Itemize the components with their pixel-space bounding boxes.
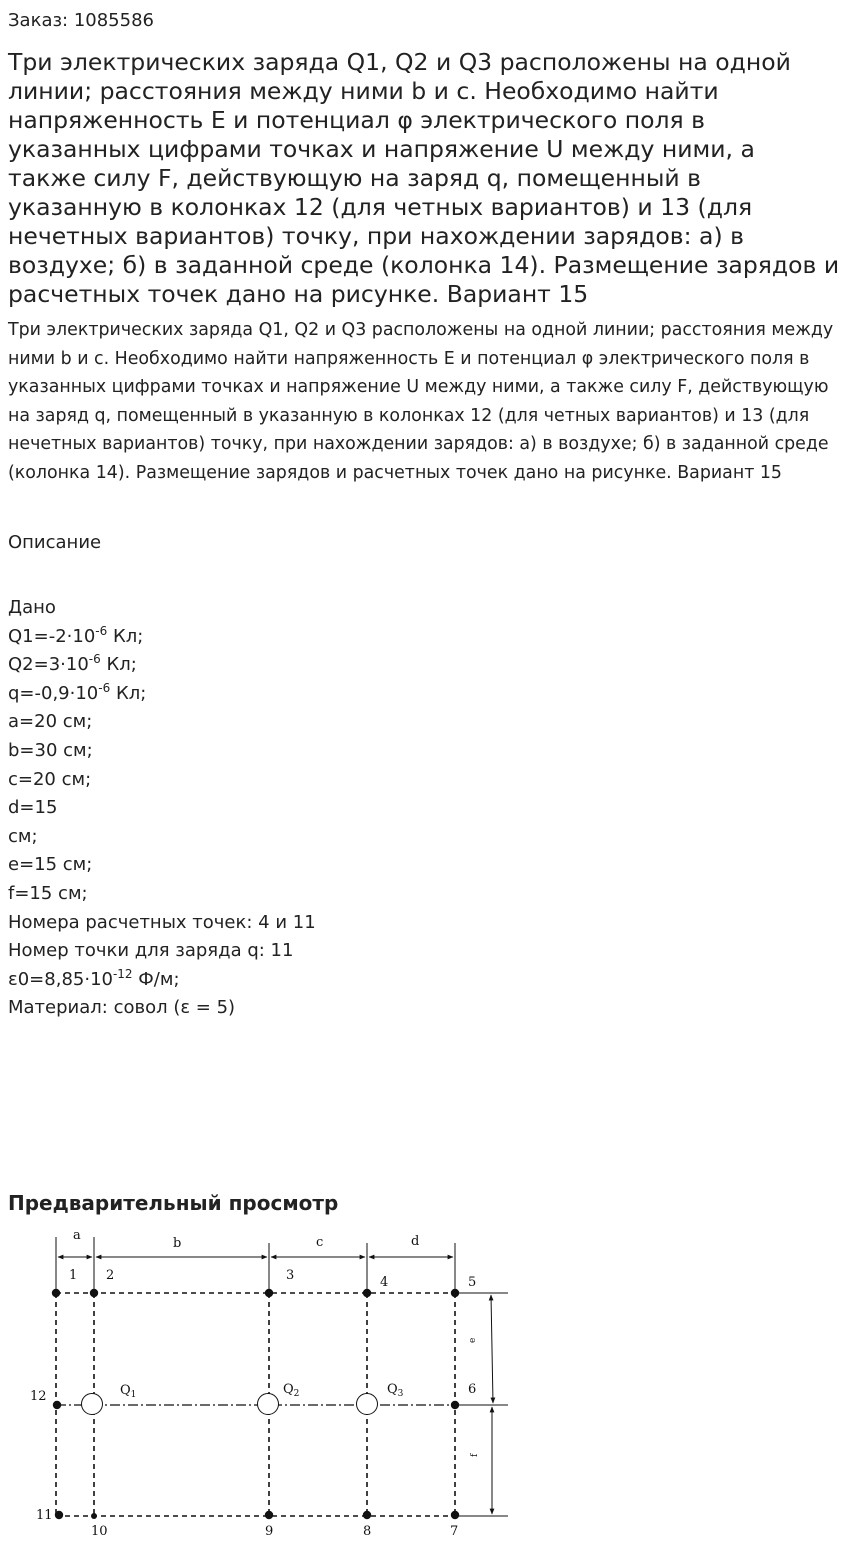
given-b: b=30 см; bbox=[8, 739, 93, 761]
charge-label-q2: $Q_2$ bbox=[283, 1382, 300, 1399]
given-points: Номера расчетных точек: 4 и 11 bbox=[8, 911, 316, 933]
point-label-7: 7 bbox=[450, 1524, 459, 1539]
given-data bbox=[8, 594, 316, 1023]
point-label-9: 9 bbox=[265, 1524, 274, 1539]
dim-e-line bbox=[491, 1295, 493, 1403]
point-label-10: 10 bbox=[91, 1524, 108, 1539]
point-label-6: 6 bbox=[468, 1382, 477, 1397]
point-12 bbox=[53, 1401, 61, 1409]
point-9 bbox=[265, 1511, 273, 1519]
page-title: Три электрических заряда Q1, Q2 и Q3 расположены на одной линии; расстояния между ними b и c. Необходимо найти напряженность E и потенциал φ электрического поля в указанных цифрами точках и напряжение U между ними, а также силу F, действующую на заряд q, помещенный в указанную в колонках 12 (для четных вариантов) и 13 (для нечетных вариантов) точку, при нахождении зарядов: а) в воздухе; б) в заданной среде (колонка 14). Размещение зарядов и расчетных точек дано на рисунке. Вариант 15 bbox=[8, 48, 840, 308]
preview-heading: Предварительный просмотр bbox=[8, 1191, 339, 1215]
point-label-11: 11 bbox=[36, 1508, 53, 1523]
charge-label-q3: $Q_3$ bbox=[387, 1382, 404, 1399]
order-number: Заказ: 1085586 bbox=[8, 10, 154, 31]
given-heading: Дано bbox=[8, 597, 56, 618]
charge-label-q1: $Q_1$ bbox=[120, 1383, 137, 1400]
given-a: a=20 см; bbox=[8, 711, 93, 733]
given-e: e=15 см; bbox=[8, 854, 93, 876]
charge-q1 bbox=[82, 1394, 103, 1415]
given-q2: $Q2=3\cdot 10^{-6}$ Кл; bbox=[8, 652, 137, 676]
point-label-1: 1 bbox=[69, 1268, 78, 1283]
point-7 bbox=[451, 1511, 459, 1519]
dim-label-b: b bbox=[173, 1236, 182, 1251]
given-q: $q=-0,9\cdot 10^{-6}$ Кл; bbox=[8, 680, 147, 704]
point-1 bbox=[52, 1289, 60, 1297]
point-8 bbox=[363, 1511, 371, 1519]
task-text: Три электрических заряда Q1, Q2 и Q3 расположены на одной линии; расстояния между ними b и c. Необходимо найти напряженность E и потенциал φ электрического поля в указанных цифрами точках и напряжение U между ними, а также силу F, действующую на заряд q, помещенный в указанную в колонках 12 (для четных вариантов) и 13 (для нечетных вариантов) точку, при нахождении зарядов: а) в воздухе; б) в заданной среде (колонка 14). Размещение зарядов и расчетных точек дано на рисунке. Вариант 15 bbox=[8, 320, 834, 483]
point-label-2: 2 bbox=[106, 1268, 115, 1283]
given-charge-point: Номер точки для заряда q: 11 bbox=[8, 940, 294, 962]
point-6 bbox=[451, 1401, 459, 1409]
charge-diagram bbox=[20, 1225, 520, 1550]
dim-label-e: e bbox=[468, 1337, 478, 1343]
charge-q2 bbox=[258, 1394, 279, 1415]
calc-points bbox=[52, 1289, 459, 1519]
given-d-unit: см; bbox=[8, 825, 38, 847]
point-11 bbox=[55, 1511, 63, 1519]
given-material: Материал: совол (ε = 5) bbox=[8, 997, 236, 1019]
given-eps0: $\varepsilon 0=8,85\cdot 10^{-12}$ Ф/м; bbox=[8, 966, 180, 990]
point-4 bbox=[363, 1289, 371, 1297]
charge-q3 bbox=[357, 1394, 378, 1415]
dim-label-d: d bbox=[411, 1234, 420, 1249]
point-label-8: 8 bbox=[363, 1524, 372, 1539]
dim-label-a: a bbox=[73, 1228, 81, 1243]
point-label-12: 12 bbox=[30, 1389, 47, 1404]
given-f: f=15 см; bbox=[8, 882, 88, 904]
given-c: c=20 см; bbox=[8, 768, 92, 790]
point-5 bbox=[451, 1289, 459, 1297]
given-q1: $Q1=-2\cdot 10^{-6}$ Кл; bbox=[8, 623, 144, 647]
point-2 bbox=[90, 1289, 98, 1297]
point-label-4: 4 bbox=[380, 1275, 389, 1290]
point-label-5: 5 bbox=[468, 1275, 477, 1290]
point-10 bbox=[91, 1513, 97, 1519]
extension-lines bbox=[56, 1237, 508, 1516]
point-3 bbox=[265, 1289, 273, 1297]
given-d: d=15 bbox=[8, 797, 58, 819]
dim-label-c: c bbox=[316, 1235, 324, 1250]
point-label-3: 3 bbox=[286, 1268, 295, 1283]
dim-label-f: f bbox=[470, 1453, 480, 1457]
description-label: Описание bbox=[8, 532, 102, 553]
